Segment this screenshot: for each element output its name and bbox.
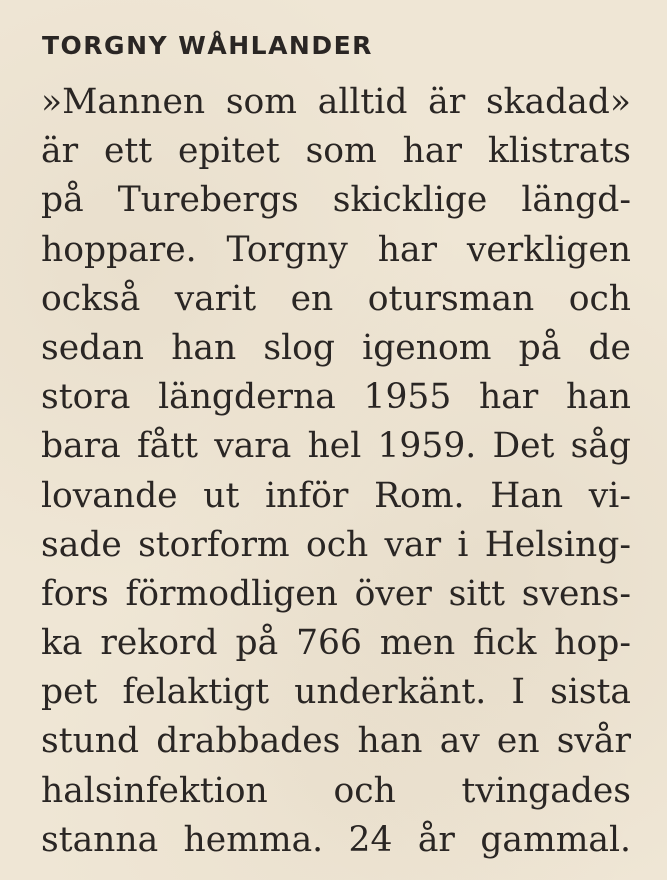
body-line: pet felaktigt underkänt. I sista [41, 672, 631, 713]
article-heading: TORGNY WÅHLANDER [42, 31, 373, 60]
body-line: sedan han slog igenom på de [41, 327, 631, 368]
body-line: stund drabbades han av en svår [41, 721, 631, 762]
body-line: fors förmodligen över sitt svens- [41, 573, 631, 614]
article-body [41, 78, 631, 865]
body-line: ka rekord på 766 men fick hop- [41, 623, 631, 664]
body-line: »Mannen som alltid är skadad» [41, 82, 631, 122]
body-line: på Turebergs skicklige längd- [41, 180, 631, 221]
body-line: också varit en otursman och [41, 278, 631, 319]
body-line: lovande ut inför Rom. Han vi- [41, 475, 631, 516]
body-line: är ett epitet som har klistrats [41, 131, 631, 172]
body-line: bara fått vara hel 1959. Det såg [41, 426, 631, 467]
body-line: sade storform och var i Helsing- [41, 524, 631, 565]
body-line: halsinfektion och tvingades [41, 770, 631, 811]
body-line: stora längderna 1955 har han [41, 377, 631, 418]
body-line: stanna hemma. 24 år gammal. [41, 819, 631, 860]
body-line: hoppare. Torgny har verkligen [41, 229, 631, 270]
